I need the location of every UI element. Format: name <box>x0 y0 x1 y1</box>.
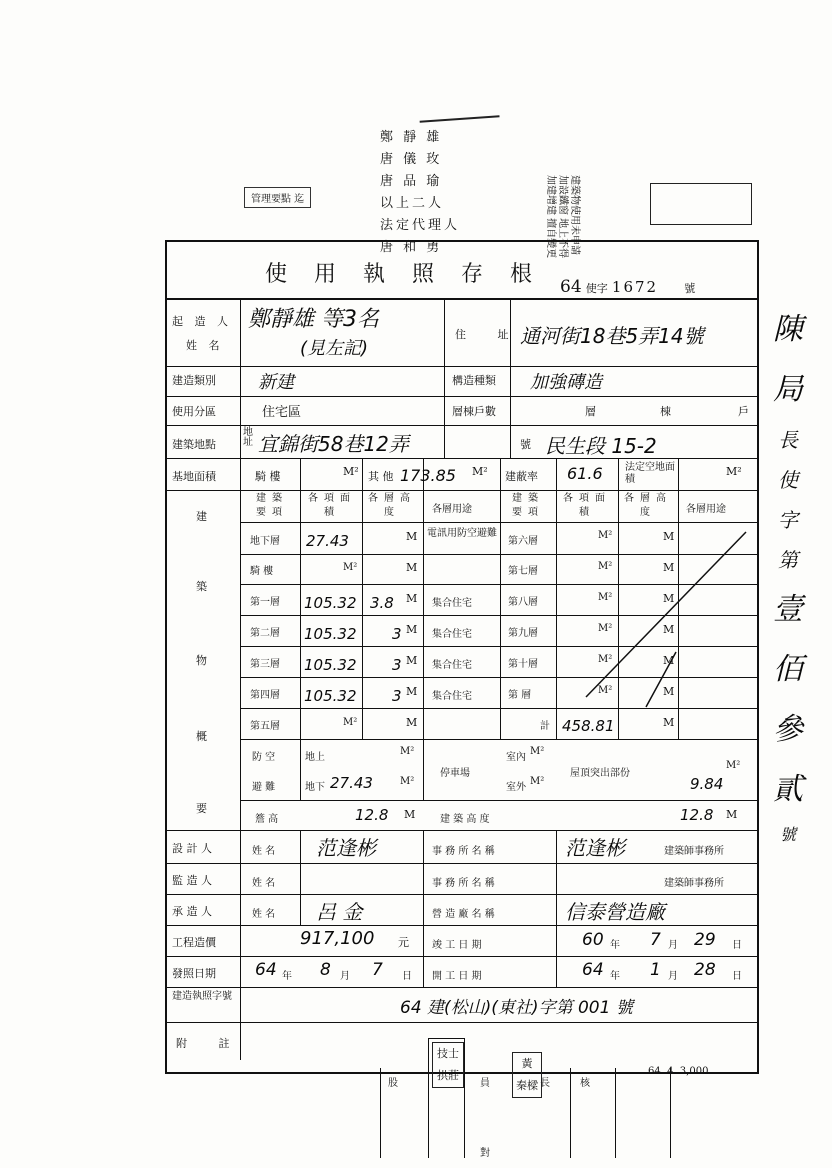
land-label: 地 址 <box>243 427 253 448</box>
indoor-unit: M² <box>530 746 545 757</box>
arcade-h-unit: M <box>406 561 418 574</box>
f2-height: 3 <box>392 625 402 643</box>
col-items-header-2: 建築要項 <box>512 493 544 518</box>
other-label: 其 他 <box>368 470 394 483</box>
note-line-2: 加設鐵窗 地上不得 <box>557 175 568 259</box>
land-no-value: 民生段 15-2 <box>545 434 657 458</box>
site-location-value: 宜錦街58巷12弄 <box>258 432 409 456</box>
supervisor-label: 監 造 人 <box>172 874 212 887</box>
start-month-unit: 月 <box>668 971 678 982</box>
floors-units-label: 層棟戶數 <box>452 405 496 418</box>
coverage-label: 建蔽率 <box>505 470 538 483</box>
site-location-label: 建築地點 <box>172 438 216 451</box>
margin-char-1: 陳 <box>773 312 803 347</box>
bldg-value: 棟 <box>660 405 671 418</box>
builder-label: 起 造 人 <box>172 315 232 328</box>
margin-char-7: 壹 <box>773 592 803 627</box>
completion-label: 竣 工 日 期 <box>432 940 482 951</box>
applicant-1: 鄭 靜 雄 <box>380 130 443 145</box>
basement-h-unit: M <box>406 530 418 543</box>
outdoor-label: 室外 <box>506 782 526 793</box>
no-label: 號 <box>520 438 531 451</box>
other-unit: M² <box>472 465 488 478</box>
f4-height: 3 <box>392 687 402 705</box>
completion-day-unit: 日 <box>732 940 742 951</box>
use-f4: 集合住宅 <box>432 691 472 702</box>
summary-char-5: 要 <box>196 802 207 815</box>
f5-label: 第五層 <box>250 721 280 732</box>
f9-area-unit: M² <box>598 623 613 634</box>
top-left-stamp: 管理要點 迄 <box>244 187 311 208</box>
summary-char-2: 築 <box>196 580 207 593</box>
form-title: 使 用 執 照 存 根 <box>265 262 542 287</box>
margin-char-10: 貳 <box>773 772 803 807</box>
f4-h-unit: M <box>406 685 418 698</box>
issue-day-unit: 日 <box>402 971 412 982</box>
start-year-unit: 年 <box>610 971 620 982</box>
permit-prefix: 64 <box>560 277 582 297</box>
f9-h-unit: M <box>663 623 675 636</box>
sig-name-2: 拱莊 <box>437 1069 459 1082</box>
designer-office-label: 建築師事務所 <box>664 846 724 857</box>
contractor-company-label: 營 造 廠 名 稱 <box>432 909 495 920</box>
designer-firm: 范逢彬 <box>565 836 625 860</box>
f8-h-unit: M <box>663 592 675 605</box>
f7-h-unit: M <box>663 561 675 574</box>
designer-label: 設 計 人 <box>172 842 212 855</box>
f8-label: 第八層 <box>508 597 538 608</box>
start-day-unit: 日 <box>732 971 742 982</box>
builder-label-cell <box>172 310 232 358</box>
margin-char-6: 第 <box>778 548 798 572</box>
site-area-label: 基地面積 <box>172 470 216 483</box>
f5-area-unit: M² <box>343 717 358 728</box>
sig-name-3: 黃 <box>521 1057 533 1070</box>
completion-year: 60 <box>582 930 604 950</box>
col-area-header-2: 各項面積 <box>563 493 611 518</box>
arcade-row-unit: M² <box>343 562 358 573</box>
f4-area: 105.32 <box>304 687 357 705</box>
f-blank-area-unit: M² <box>598 685 613 696</box>
total-h-unit: M <box>663 716 675 729</box>
units-value: 戶 <box>738 405 749 418</box>
floors-value: 層 <box>585 405 596 418</box>
bldg-height-label: 建 築 高 度 <box>440 814 490 825</box>
above-label: 地上 <box>305 752 325 763</box>
completion-month: 7 <box>650 930 661 950</box>
signature-area <box>380 1047 760 1160</box>
f3-h-unit: M <box>406 654 418 667</box>
zone-value: 住宅區 <box>262 405 302 420</box>
f10-h-unit: M <box>663 654 675 667</box>
f1-height: 3.8 <box>370 594 394 612</box>
f-blank-h-unit: M <box>663 685 675 698</box>
address-value: 通河街18巷5弄14號 <box>520 324 704 348</box>
f9-label: 第九層 <box>508 628 538 639</box>
cross-out-lines <box>556 522 756 712</box>
f-blank-label: 第 層 <box>508 690 532 701</box>
builder-name-note: (見左記) <box>300 338 369 359</box>
other-area-value: 173.85 <box>400 466 456 485</box>
f10-area-unit: M² <box>598 654 613 665</box>
start-month: 1 <box>650 960 661 980</box>
sig-check-label: 核 <box>580 1078 590 1089</box>
arcade-unit: M² <box>343 465 359 478</box>
f2-area: 105.32 <box>304 625 357 643</box>
col-items-header: 建築要項 <box>256 493 288 518</box>
structure-label: 構造種類 <box>452 374 496 387</box>
sig-staff-label: 員 <box>480 1078 490 1089</box>
f1-h-unit: M <box>406 592 418 605</box>
col-height-header: 各層高度 <box>368 493 416 518</box>
col-use-header: 各層用途 <box>432 504 472 515</box>
f6-h-unit: M <box>663 530 675 543</box>
margin-char-9: 參 <box>773 712 803 747</box>
issue-day: 7 <box>372 960 383 980</box>
permit-ref-value: 64 建(松山)(東社)字第 001 號 <box>400 998 633 1018</box>
designer-firm-label: 事 務 所 名 稱 <box>432 846 495 857</box>
margin-char-4: 使 <box>778 468 798 492</box>
permit-num: 1672 <box>611 278 659 296</box>
right-margin-note <box>768 300 808 850</box>
applicant-5: 法定代理人 <box>380 218 461 233</box>
issue-month: 8 <box>320 960 331 980</box>
contractor-company: 信泰營造廠 <box>565 900 665 924</box>
issue-month-unit: 月 <box>340 971 350 982</box>
sig-stamp-2 <box>512 1052 542 1098</box>
col-area-header: 各項面積 <box>308 493 356 518</box>
applicant-6: 唐 和 勇 <box>380 240 443 255</box>
issue-year-unit: 年 <box>282 971 292 982</box>
bldg-height-unit: M <box>726 808 738 821</box>
structure-value: 加強磚造 <box>530 372 602 393</box>
eave-unit: M <box>404 808 416 821</box>
basement-area: 27.43 <box>306 532 349 550</box>
f2-h-unit: M <box>406 623 418 636</box>
supervisor-office-label: 建築師事務所 <box>664 878 724 889</box>
below-unit: M² <box>400 776 415 787</box>
arcade-row-label: 騎 樓 <box>250 566 274 577</box>
use-f3: 集合住宅 <box>432 660 472 671</box>
f1-label: 第一層 <box>250 597 280 608</box>
margin-char-2: 局 <box>773 372 803 407</box>
eave-label: 簷 高 <box>255 814 279 825</box>
margin-char-11: 號 <box>779 825 796 844</box>
summary-char-4: 概 <box>196 730 207 743</box>
designer-name: 范逢彬 <box>316 836 376 860</box>
legal-open-label: 法定空地面積 <box>625 462 675 485</box>
sig-name-4: 秦樑 <box>516 1079 538 1092</box>
use-f1: 集合住宅 <box>432 598 472 609</box>
sig-name-1: 技士 <box>437 1047 459 1060</box>
eave-value: 12.8 <box>355 806 389 824</box>
completion-year-unit: 年 <box>610 940 620 951</box>
roof-unit: M² <box>726 760 741 771</box>
contractor-name: 呂 金 <box>316 900 363 924</box>
applicant-2: 唐 儀 玫 <box>380 152 443 167</box>
builder-name: 鄭靜雄 等3名 <box>248 307 379 332</box>
issue-label: 發照日期 <box>172 967 216 980</box>
arcade-label: 騎 樓 <box>255 470 281 483</box>
applicant-3: 唐 品 瑜 <box>380 174 443 189</box>
roof-label: 屋頂突出部份 <box>570 768 630 779</box>
start-label: 開 工 日 期 <box>432 971 482 982</box>
col-use-header-2: 各層用途 <box>686 504 726 515</box>
f3-label: 第三層 <box>250 659 280 670</box>
coverage-value: 61.6 <box>567 464 603 483</box>
above-unit: M² <box>400 746 415 757</box>
f7-area-unit: M² <box>598 561 613 572</box>
issue-year: 64 <box>255 960 277 980</box>
col-height-header-2: 各層高度 <box>624 493 672 518</box>
contractor-label: 承 造 人 <box>172 905 212 918</box>
summary-char-3: 物 <box>196 654 207 667</box>
f7-label: 第七層 <box>508 566 538 577</box>
sig-chief-label: 長 <box>540 1078 550 1089</box>
f1-area: 105.32 <box>304 594 357 612</box>
basement-label: 地下層 <box>250 536 280 547</box>
summary-char-1: 建 <box>196 510 207 523</box>
sig-stamp-1 <box>432 1042 464 1088</box>
below-label: 地下 <box>305 782 325 793</box>
f3-height: 3 <box>392 656 402 674</box>
zone-label: 使用分區 <box>172 405 216 418</box>
build-type-label: 建造類別 <box>172 374 216 387</box>
start-day: 28 <box>694 960 716 980</box>
legal-open-unit: M² <box>726 465 742 478</box>
f10-label: 第十層 <box>508 659 538 670</box>
shelter-below-value: 27.43 <box>330 774 373 792</box>
completion-month-unit: 月 <box>668 940 678 951</box>
f6-area-unit: M² <box>598 530 613 541</box>
f2-label: 第二層 <box>250 628 280 639</box>
remarks-label: 附 註 <box>176 1037 244 1050</box>
sig-review-label: 對 <box>480 1148 490 1159</box>
start-year: 64 <box>582 960 604 980</box>
cost-label: 工程造價 <box>172 936 216 949</box>
indoor-label: 室內 <box>506 752 526 763</box>
use-f2: 集合住宅 <box>432 629 472 640</box>
f8-area-unit: M² <box>598 592 613 603</box>
total-area: 458.81 <box>562 717 615 735</box>
designer-name-label: 姓 名 <box>252 846 276 857</box>
note-stamp-box <box>650 183 752 225</box>
f4-label: 第四層 <box>250 690 280 701</box>
build-type-value: 新建 <box>258 372 294 393</box>
note-line-3: 加建增建 擅自變更 <box>545 175 556 259</box>
permit-mid: 使字 <box>585 282 608 295</box>
sig-section-label: 股 <box>388 1078 398 1089</box>
cost-value: 917,100 <box>300 928 375 949</box>
total-label: 計 <box>540 721 550 732</box>
outdoor-unit: M² <box>530 776 545 787</box>
margin-char-5: 字 <box>778 508 798 532</box>
address-label: 住 址 <box>455 328 523 341</box>
note-line-1: 建築物使用未申請 <box>569 175 580 255</box>
permit-suffix: 號 <box>684 282 696 295</box>
permit-number <box>560 277 695 297</box>
parking-label: 停車場 <box>440 768 470 779</box>
supervisor-firm-label: 事 務 所 名 稱 <box>432 878 495 889</box>
strike-mark <box>420 115 501 135</box>
f3-area: 105.32 <box>304 656 357 674</box>
completion-day: 29 <box>694 930 716 950</box>
applicant-4: 以上二人 <box>380 196 445 211</box>
contractor-name-label: 姓 名 <box>252 909 276 920</box>
permit-ref-label: 建造執照字號 <box>172 991 232 1002</box>
f6-label: 第六層 <box>508 536 538 547</box>
f5-h-unit: M <box>406 716 418 729</box>
name-label: 姓 名 <box>186 339 224 352</box>
supervisor-name-label: 姓 名 <box>252 878 276 889</box>
print-note: 64. 4. 3,000 <box>648 1066 709 1077</box>
margin-char-8: 佰 <box>773 652 803 687</box>
bldg-height-value: 12.8 <box>680 806 714 824</box>
use-basement: 電訊用防空避難 <box>427 528 497 539</box>
roof-area: 9.84 <box>690 775 724 793</box>
top-right-note <box>540 175 770 259</box>
margin-char-3: 長 <box>778 428 798 452</box>
shelter-label: 避 難 <box>252 782 276 793</box>
air-raid-label: 防 空 <box>252 752 276 763</box>
cost-unit: 元 <box>398 936 409 949</box>
